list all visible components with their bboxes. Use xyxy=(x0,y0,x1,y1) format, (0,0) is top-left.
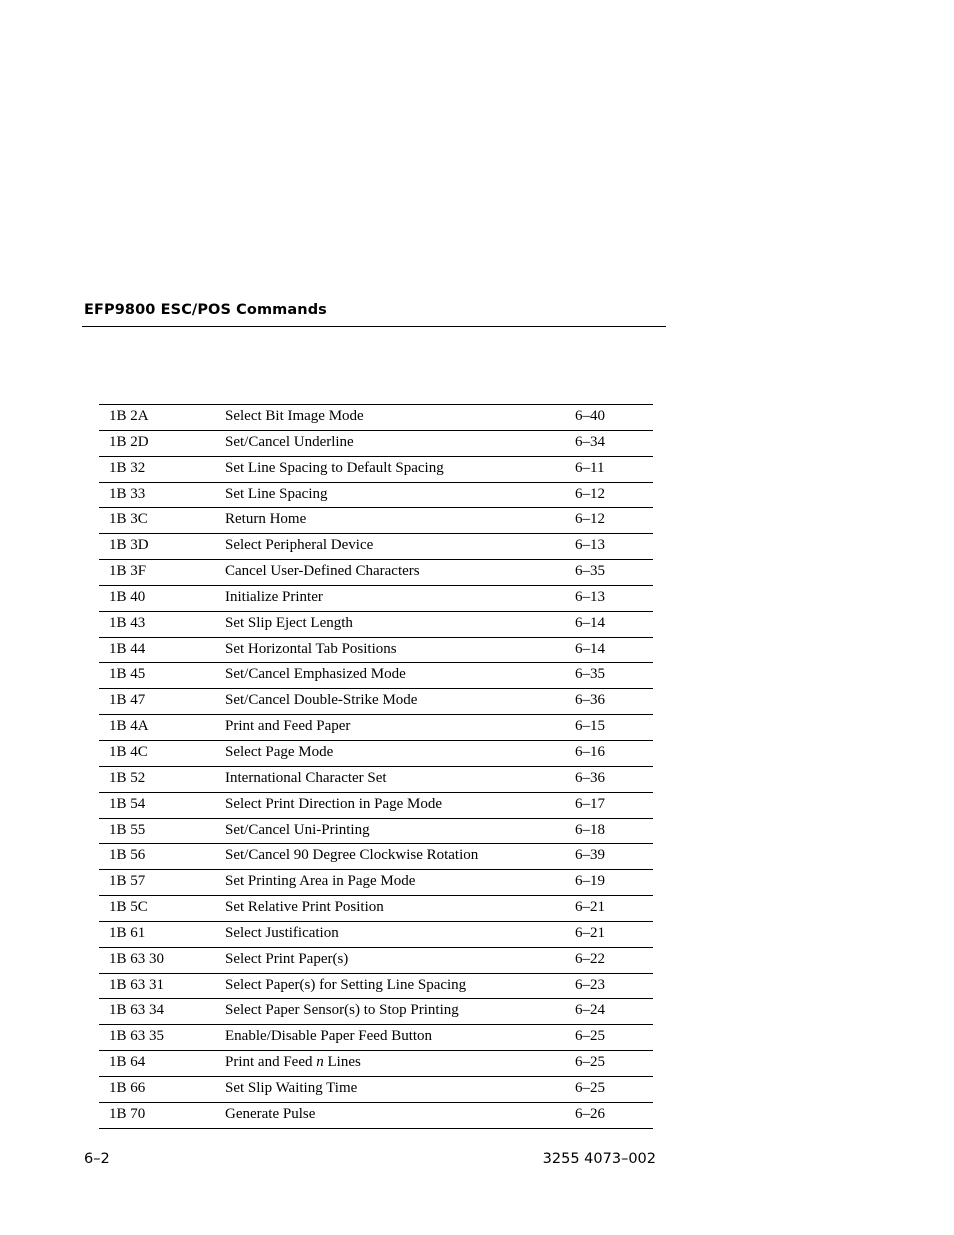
command-description: Set/Cancel Emphasized Mode xyxy=(225,666,406,683)
command-page-ref: 6–13 xyxy=(575,588,605,605)
command-description: Select Paper Sensor(s) to Stop Printing xyxy=(225,1002,459,1019)
command-page-ref: 6–25 xyxy=(575,1054,605,1071)
command-page-ref: 6–12 xyxy=(575,485,605,502)
command-page-ref: 6–14 xyxy=(575,614,605,631)
table-row xyxy=(99,457,653,483)
table-row xyxy=(99,767,653,793)
table-row xyxy=(99,715,653,741)
command-page-ref: 6–25 xyxy=(575,1079,605,1096)
command-description: Set/Cancel Uni-Printing xyxy=(225,821,370,838)
description-text: Print and Feed xyxy=(225,1054,317,1071)
command-code: 1B 55 xyxy=(109,821,146,838)
document-number: 3255 4073–002 xyxy=(542,1151,656,1167)
command-description: Select Print Direction in Page Mode xyxy=(225,795,443,812)
command-code: 1B 33 xyxy=(109,485,146,502)
command-code: 1B 44 xyxy=(109,640,146,657)
command-description: Initialize Printer xyxy=(225,588,323,605)
command-description: Select Print Paper(s) xyxy=(225,950,349,967)
command-page-ref: 6–21 xyxy=(575,899,605,916)
header-rule xyxy=(82,326,666,327)
command-page-ref: 6–39 xyxy=(575,847,605,864)
table-row xyxy=(99,844,653,870)
command-description: Enable/Disable Paper Feed Button xyxy=(225,1028,433,1045)
command-description: Cancel User-Defined Characters xyxy=(225,563,420,580)
command-code: 1B 43 xyxy=(109,614,146,631)
command-code: 1B 63 35 xyxy=(109,1028,165,1045)
description-variable: n xyxy=(316,1054,324,1071)
table-row xyxy=(99,508,653,534)
command-description: Set Line Spacing to Default Spacing xyxy=(225,459,444,476)
table-row xyxy=(99,586,653,612)
command-page-ref: 6–40 xyxy=(575,408,605,424)
command-description: Set/Cancel Underline xyxy=(225,433,354,450)
table-row xyxy=(99,819,653,845)
table-row xyxy=(99,638,653,664)
command-code: 1B 3D xyxy=(109,537,149,554)
command-page-ref: 6–16 xyxy=(575,743,605,760)
command-code: 1B 32 xyxy=(109,459,146,476)
table-row xyxy=(99,483,653,509)
command-description: Print and Feed Paper xyxy=(225,718,351,735)
command-description: Select Justification xyxy=(225,924,339,941)
table-row xyxy=(99,922,653,948)
command-page-ref: 6–26 xyxy=(575,1105,605,1122)
command-code: 1B 45 xyxy=(109,666,146,683)
table-row xyxy=(99,793,653,819)
command-description: Select Page Mode xyxy=(225,743,334,760)
command-code: 1B 52 xyxy=(109,769,146,786)
command-code: 1B 3F xyxy=(109,563,147,580)
table-row xyxy=(99,1077,653,1103)
command-code: 1B 64 xyxy=(109,1054,146,1071)
command-table xyxy=(99,404,653,1129)
table-row xyxy=(99,948,653,974)
command-code: 1B 4C xyxy=(109,743,148,760)
command-description xyxy=(225,1054,361,1071)
command-code: 1B 4A xyxy=(109,718,149,735)
table-row xyxy=(99,560,653,586)
command-description: International Character Set xyxy=(225,769,387,786)
command-description: Select Paper(s) for Setting Line Spacing xyxy=(225,976,467,993)
page-number: 6–2 xyxy=(84,1151,110,1167)
command-description: Select Bit Image Mode xyxy=(225,408,364,424)
command-description: Set/Cancel 90 Degree Clockwise Rotation xyxy=(225,847,479,864)
command-code: 1B 61 xyxy=(109,924,146,941)
table-row xyxy=(99,974,653,1000)
command-code: 1B 57 xyxy=(109,873,146,890)
command-page-ref: 6–14 xyxy=(575,640,605,657)
command-code: 1B 47 xyxy=(109,692,146,709)
table-row xyxy=(99,741,653,767)
command-page-ref: 6–36 xyxy=(575,692,605,709)
command-page-ref: 6–22 xyxy=(575,950,605,967)
command-code: 1B 2A xyxy=(109,408,149,424)
table-row xyxy=(99,1103,653,1129)
command-code: 1B 40 xyxy=(109,588,146,605)
command-description: Set Slip Waiting Time xyxy=(225,1079,358,1096)
table-row xyxy=(99,405,653,431)
command-code: 1B 2D xyxy=(109,433,149,450)
command-description: Select Peripheral Device xyxy=(225,537,374,554)
command-page-ref: 6–35 xyxy=(575,666,605,683)
table-row xyxy=(99,870,653,896)
command-description: Return Home xyxy=(225,511,307,528)
table-row xyxy=(99,612,653,638)
command-code: 1B 66 xyxy=(109,1079,146,1096)
description-text: Lines xyxy=(323,1054,361,1071)
command-description: Set Slip Eject Length xyxy=(225,614,353,631)
command-description: Generate Pulse xyxy=(225,1105,316,1122)
command-page-ref: 6–19 xyxy=(575,873,605,890)
page-header-title: EFP9800 ESC/POS Commands xyxy=(84,302,327,318)
command-page-ref: 6–35 xyxy=(575,563,605,580)
command-description: Set Horizontal Tab Positions xyxy=(225,640,397,657)
table-row xyxy=(99,431,653,457)
command-description: Set Line Spacing xyxy=(225,485,328,502)
command-page-ref: 6–25 xyxy=(575,1028,605,1045)
command-page-ref: 6–15 xyxy=(575,718,605,735)
command-page-ref: 6–34 xyxy=(575,433,605,450)
command-code: 1B 5C xyxy=(109,899,148,916)
command-code: 1B 63 30 xyxy=(109,950,165,967)
command-page-ref: 6–18 xyxy=(575,821,605,838)
command-page-ref: 6–23 xyxy=(575,976,605,993)
command-code: 1B 63 34 xyxy=(109,1002,165,1019)
table-row xyxy=(99,689,653,715)
table-row xyxy=(99,663,653,689)
table-row xyxy=(99,1051,653,1077)
command-page-ref: 6–11 xyxy=(575,459,605,476)
command-page-ref: 6–12 xyxy=(575,511,605,528)
command-code: 1B 63 31 xyxy=(109,976,165,993)
command-code: 1B 56 xyxy=(109,847,146,864)
command-description: Set Printing Area in Page Mode xyxy=(225,873,416,890)
command-description: Set/Cancel Double-Strike Mode xyxy=(225,692,418,709)
command-page-ref: 6–24 xyxy=(575,1002,605,1019)
command-description: Set Relative Print Position xyxy=(225,899,384,916)
table-row xyxy=(99,896,653,922)
command-code: 1B 70 xyxy=(109,1105,146,1122)
table-row xyxy=(99,1025,653,1051)
table-row xyxy=(99,999,653,1025)
command-code: 1B 3C xyxy=(109,511,148,528)
command-code: 1B 54 xyxy=(109,795,146,812)
table-row xyxy=(99,534,653,560)
command-page-ref: 6–36 xyxy=(575,769,605,786)
command-page-ref: 6–17 xyxy=(575,795,605,812)
command-page-ref: 6–13 xyxy=(575,537,605,554)
command-page-ref: 6–21 xyxy=(575,924,605,941)
